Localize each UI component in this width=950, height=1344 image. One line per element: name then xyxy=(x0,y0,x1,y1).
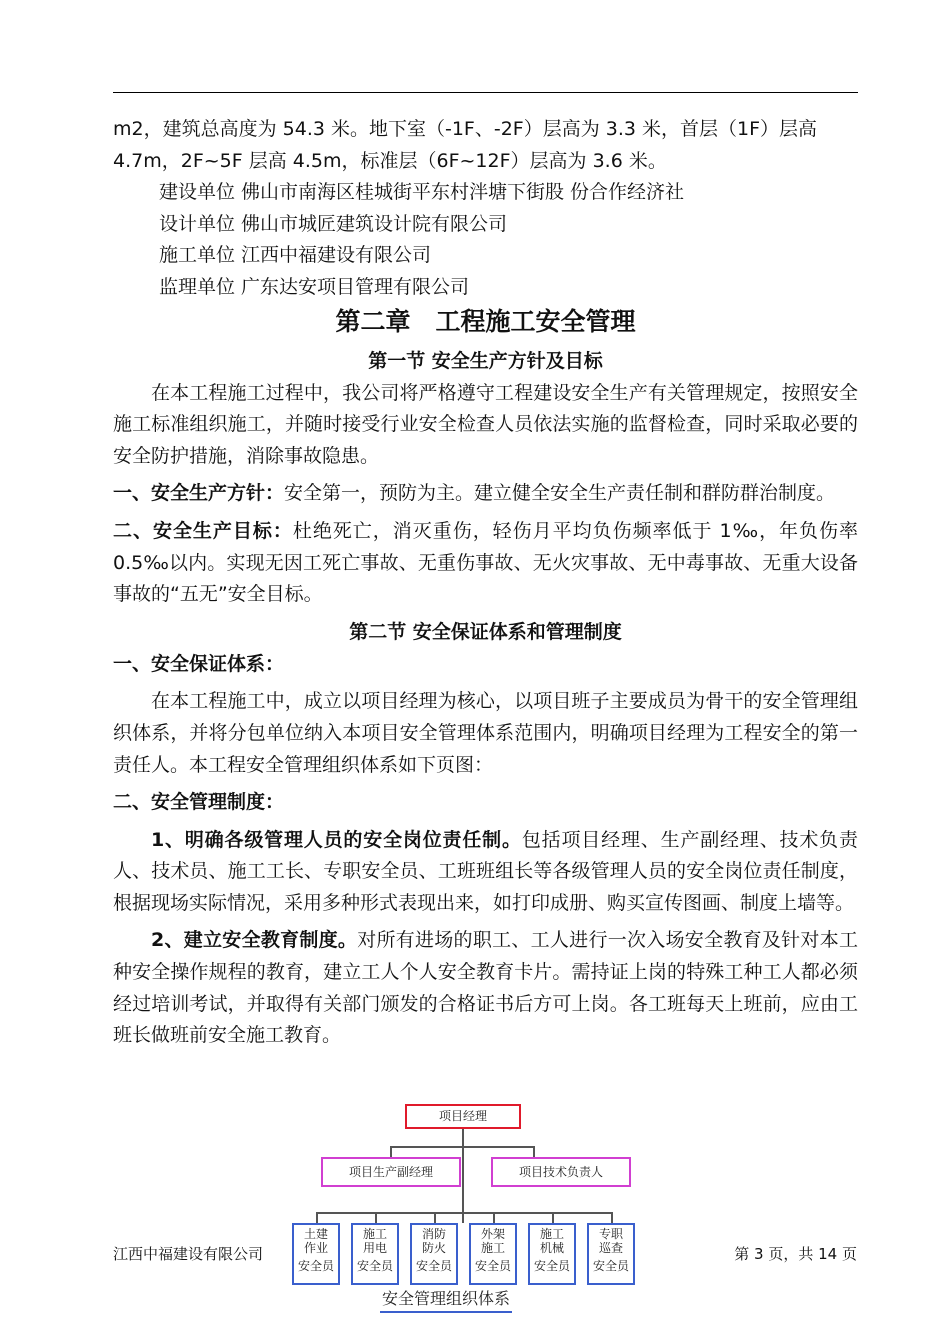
node-line: 外架 xyxy=(480,1227,505,1241)
org-node-electric-safety xyxy=(351,1223,399,1285)
node-line: 安全员 xyxy=(415,1259,452,1273)
unit-label: 监理单位 xyxy=(159,275,236,298)
sub2-title: 二、安全管理制度： xyxy=(113,791,285,814)
node-line: 消防 xyxy=(421,1227,446,1241)
org-node-scaffold-safety xyxy=(469,1223,517,1285)
node-line: 安全员 xyxy=(592,1259,629,1273)
unit-label: 建设单位 xyxy=(159,181,236,204)
org-node-patrol-safety xyxy=(587,1223,635,1285)
unit-label: 设计单位 xyxy=(159,212,236,235)
node-line: 施工 xyxy=(362,1227,387,1241)
unit-builder xyxy=(113,240,858,272)
intro-line-1: m2，建筑总高度为 54.3 米。地下室（-1F、-2F）层高为 3.3 米，首层（1F）层高 xyxy=(113,118,818,140)
unit-design xyxy=(113,209,858,241)
node-line: 施工 xyxy=(480,1241,505,1255)
connector-bottom-bar xyxy=(316,1212,612,1214)
org-node-production-deputy: 项目生产副经理 xyxy=(321,1157,461,1187)
unit-value: 佛山市城匠建筑设计院有限公司 xyxy=(241,212,508,235)
node-line: 施工 xyxy=(539,1227,564,1241)
item1-paragraph xyxy=(113,825,858,920)
document-body xyxy=(113,114,858,1052)
intro-line-2: 4.7m，2F~5F 层高 4.5m，标准层（6F~12F）层高为 3.6 米。 xyxy=(113,149,667,172)
node-line: 防火 xyxy=(421,1241,446,1255)
connector-drop xyxy=(375,1212,377,1223)
item2-text: 对所有进场的职工、工人进行一次入场安全教育及针对本工种安全操作规程的教育，建立工人个人安全教育卡片。需持证上岗的特殊工种工人都必须经过培训考试，并取得有关部门颁发的合格证书后方可上岗。各工班每天上班前，应由工班长做班前安全施工教育。 xyxy=(113,929,858,1047)
node-line: 土建 xyxy=(303,1227,328,1241)
org-node-machinery-safety xyxy=(528,1223,576,1285)
footer-company: 江西中福建设有限公司 xyxy=(113,1245,264,1263)
node-line: 巡查 xyxy=(598,1241,623,1255)
item2-label: 2、建立安全教育制度。 xyxy=(151,929,358,952)
goal-text: 杜绝死亡，消灭重伤，轻伤月平均负伤频率低于 1‰，年负伤率 0.5‰以内。实现无因工死亡事故、无重伤事故、无火灾事故、无中毒事故、无重大设备事故的“五无”安全目标。 xyxy=(113,519,858,606)
connector-mid-left xyxy=(390,1146,392,1157)
policy-label: 一、安全生产方针： xyxy=(113,482,285,505)
node-line: 安全员 xyxy=(533,1259,570,1273)
unit-label: 施工单位 xyxy=(159,244,236,267)
node-line: 作业 xyxy=(303,1241,328,1255)
connector-mid-right xyxy=(533,1146,535,1157)
node-line: 安全员 xyxy=(297,1259,334,1273)
sub1-title: 一、安全保证体系： xyxy=(113,652,285,675)
connector-trunk xyxy=(462,1129,464,1223)
section2-title: 第二节 安全保证体系和管理制度 xyxy=(349,620,622,643)
item1-label: 1、明确各级管理人员的安全岗位责任制。 xyxy=(151,828,522,851)
node-line: 用电 xyxy=(362,1241,387,1255)
header-rule xyxy=(113,92,858,93)
unit-value: 佛山市南海区桂城街平东村泮塘下街股 份合作经济社 xyxy=(241,181,685,204)
unit-construction xyxy=(113,177,858,209)
unit-supervision xyxy=(113,272,858,304)
item2-paragraph xyxy=(113,925,858,1051)
node-line: 安全员 xyxy=(356,1259,393,1273)
policy-text: 安全第一，预防为主。建立健全安全生产责任制和群防群治制度。 xyxy=(284,482,836,505)
org-chart-caption: 安全管理组织体系 xyxy=(380,1288,512,1313)
connector-drop xyxy=(493,1212,495,1223)
unit-value: 广东达安项目管理有限公司 xyxy=(241,275,470,298)
connector-drop xyxy=(434,1212,436,1223)
goal-label: 二、安全生产目标： xyxy=(113,519,293,542)
node-line: 机械 xyxy=(539,1241,564,1255)
org-node-civil-safety xyxy=(292,1223,340,1285)
connector-mid-bar xyxy=(390,1146,534,1148)
node-line: 专职 xyxy=(598,1227,623,1241)
connector-drop xyxy=(316,1212,318,1223)
chapter-title: 第二章 工程施工安全管理 xyxy=(335,306,636,336)
connector-drop xyxy=(611,1212,613,1223)
section1-title: 第一节 安全生产方针及目标 xyxy=(368,349,603,372)
footer-page-number: 第 3 页，共 14 页 xyxy=(734,1245,857,1263)
unit-value: 江西中福建设有限公司 xyxy=(241,244,432,267)
node-line: 安全员 xyxy=(474,1259,511,1273)
goal-paragraph xyxy=(113,516,858,611)
org-node-fire-safety xyxy=(410,1223,458,1285)
connector-drop xyxy=(552,1212,554,1223)
org-node-project-manager: 项目经理 xyxy=(405,1104,521,1129)
sub1-paragraph: 在本工程施工中，成立以项目经理为核心，以项目班子主要成员为骨干的安全管理组织体系，并将分包单位纳入本项目安全管理体系范围内，明确项目经理为工程安全的第一责任人。本工程安全管理组织体系如下页图： xyxy=(113,690,858,776)
policy-paragraph xyxy=(113,478,858,510)
org-node-technical-lead: 项目技术负责人 xyxy=(491,1157,631,1187)
section1-paragraph: 在本工程施工过程中，我公司将严格遵守工程建设安全生产有关管理规定，按照安全施工标准组织施工，并随时接受行业安全检查人员依法实施的监督检查，同时采取必要的安全防护措施，消除事故隐患。 xyxy=(113,381,858,467)
item1-text: 包括项目经理、生产副经理、技术负责人、技术员、施工工长、专职安全员、工班班组长等各级管理人员的安全岗位责任制度，根据现场实际情况，采用多种形式表现出来，如打印成册、购买宣传图画、制度上墙等。 xyxy=(113,828,858,914)
